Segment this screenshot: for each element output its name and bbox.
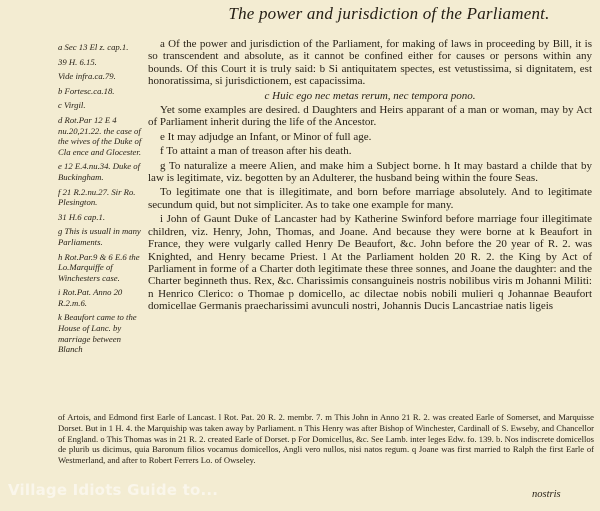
margin-note: 39 H. 6.15. xyxy=(58,56,97,67)
margin-note: h Rot.Par.9 & 6 E.6 the Lo.Marquiffe of Winchesters case. xyxy=(58,251,140,283)
paragraph: g To naturalize a meere Alien, and make him a Subject borne. h It may bastard a childe that by law is legitimate, viz. begotten by an Adulterer, the husband being within the foure Seas. xyxy=(148,159,592,185)
paragraph: e It may adjudge an Infant, or Minor of full age. xyxy=(160,130,372,143)
paragraph: a Of the power and jurisdiction of the Parliament, for making of laws in proceeding by Bill, it is so transcendent and absolute, as it cannot be confined either for causes or persons within any bounds. Of this Court it is truly said: b Si antiquitatem spectes, est vetustissima, si dignitatem, est honoratissima, si jurisdictionem, est capacissima. xyxy=(148,38,592,88)
margin-note: c Virgil. xyxy=(58,100,86,111)
margin-note: a Sec 13 El z. cap.1. xyxy=(58,42,129,52)
quotation: c Huic ego nec metas rerum, nec tempora pono. xyxy=(264,89,476,102)
margin-note: i Rot.Pat. Anno 20 R.2.m.6. xyxy=(58,287,123,308)
margin-note: b Fortesc.ca.18. xyxy=(58,85,115,96)
paragraph: To legitimate one that is illegitimate, and born before marriage absolutely. And to legitimate secundum quid, but not simpliciter. As to take one example for many. xyxy=(148,186,592,211)
margin-note: Vide infra.ca.79. xyxy=(58,71,116,82)
running-head: The power and jurisdiction of the Parliament. xyxy=(228,4,550,23)
margin-note: d Rot.Par 12 E 4 nu.20,21.22. the case of the wives of the Duke of Cla ence and Glocester. xyxy=(58,114,142,157)
margin-notes xyxy=(58,42,142,359)
margin-note: 31 H.6 cap.1. xyxy=(58,211,106,222)
paragraph: Yet some examples are desired. d Daughters and Heirs apparant of a man or woman, may by Act of Parliament inherit during the life of the Ancestor. xyxy=(148,104,592,129)
paragraph: i John of Gaunt Duke of Lancaster had by Katherine Swinford before marriage four illegitimate children, viz. Henry, John, Thomas, and Joane. And because they were borne at k Beaufort in France, they were vulgarly called Henry De Beaufort, &c. John before the 20 year of R. 2. was Knighted, and Henry became Priest. l At the Parliament holden 20 R. 2. the King by Act of Parliament in forme of a Charter doth legitimate these three sonnes, and Joane the daughter: and the Charter beginneth thus. Rex, &c. Charissimis consanguineis nostris nobilibus viris m Johanni Militi: n Henrico Clerico: o Thomae p domicello, ac dilectae nobis nobili mulieri q Johannae Beaufort domicellae Germanis praecharissimi avunculi nostri, Johannis Ducis Lancastriae natis ligeis xyxy=(148,213,592,313)
watermark: Village Idiots Guide to... xyxy=(8,481,219,499)
footnotes: of Artois, and Edmond first Earle of Lancast. l Rot. Pat. 20 R. 2. membr. 7. m This John in Anno 21 R. 2. was created Earle of Somerset, and Marquisse Dorset. But in 1 H. 4. the Marquiship was taken away by Parliament. n This Henry was after Bishop of Winchester, Cardinall of S. Ewseby, and Chancellor of England. o This Thomas was in 21 R. 2. created Earle of Dorset. p For Domicellus, &c. See Lamb. inter leges Edw. fo. 139. b. Nos indiscrete domicellos de plurib us dicimus, quia Baronum filios vocamus domicellos, Angli vero nullos, nisi natos regum. q Joane was first married to Ralph the first Earle of Westmerland, and after to Robert Ferrers Lo. of Owseley. xyxy=(58,412,594,466)
margin-note: g This is usuall in many Parliaments. xyxy=(58,226,141,247)
paragraph: f To attaint a man of treason after his death. xyxy=(160,145,352,158)
main-text xyxy=(148,38,592,315)
catchword: nostris xyxy=(532,489,561,500)
margin-note: e 12 E.4.nu.34. Duke of Buckingham. xyxy=(58,161,141,182)
margin-note: k Beaufort came to the House of Lanc. by marriage between Blanch xyxy=(58,312,137,355)
margin-note: f 21 R.2.nu.27. Sir Ro. Plesington. xyxy=(58,186,136,208)
